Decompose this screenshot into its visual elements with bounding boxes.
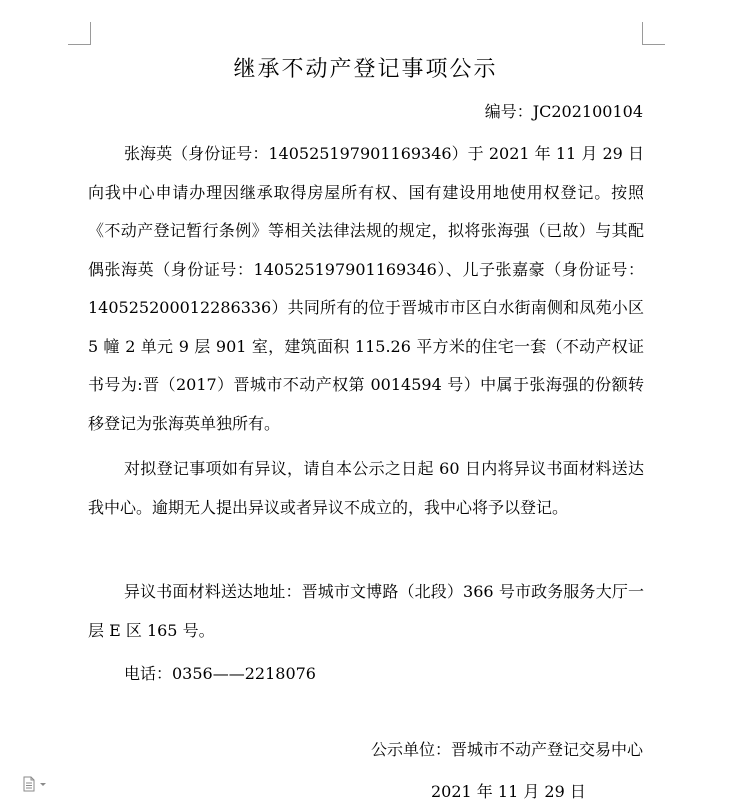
page-margin-corner-top-right bbox=[642, 22, 665, 45]
publish-date: 2021 年 11 月 29 日 bbox=[431, 782, 586, 801]
page-margin-corner-top-left bbox=[68, 22, 91, 45]
document-icon[interactable] bbox=[22, 776, 52, 792]
document-number: 编号：JC202100104 bbox=[484, 102, 643, 121]
body-paragraph-main: 张海英（身份证号：140525197901169346）于 2021 年 11 月 29 日向我中心申请办理因继承取得房屋所有权、国有建设用地使用权登记。按照《不动产登记暂行条例》等相关法律法规的规定，拟将张海强（已故）与其配偶张海英（身份证号：140525197901169346）、儿子张嘉豪（身份证号：140525200012286336）共同所有的位于晋城市市区白水街南侧和凤苑小区 5 幢 2 单元 9 层 901 室，建筑面积 115.26 平方米的住宅一套（不动产权证书号为:晋（2017）晋城市不动产权第 0014594 号）中属于张海强的份额转移登记为张海英单独所有。 bbox=[88, 144, 644, 433]
body-paragraph-objection: 对拟登记事项如有异议，请自本公示之日起 60 日内将异议书面材料送达我中心。逾期无人提出异议或者异议不成立的，我中心将予以登记。 bbox=[88, 459, 644, 517]
document-title: 继承不动产登记事项公示 bbox=[233, 57, 498, 82]
publishing-unit: 公示单位：晋城市不动产登记交易中心 bbox=[370, 740, 643, 759]
body-paragraph-phone: 电话：0356——2218076 bbox=[124, 664, 316, 683]
body-paragraph-address: 异议书面材料送达地址：晋城市文博路（北段）366 号市政务服务大厅一层 E 区 165 号。 bbox=[88, 582, 644, 640]
